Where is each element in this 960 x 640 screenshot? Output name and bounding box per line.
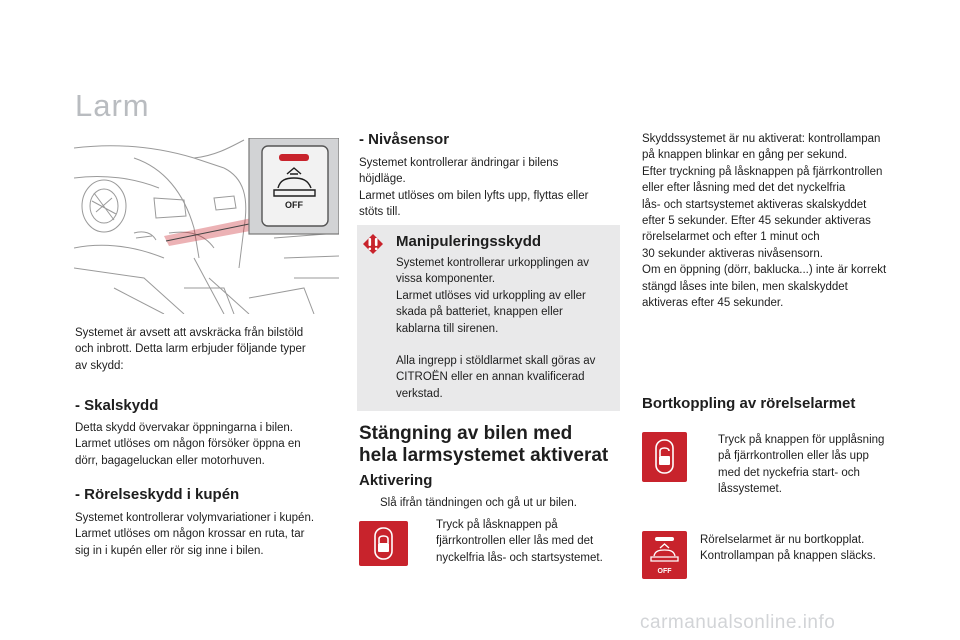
- bullet-item-1: [362, 495, 622, 511]
- off-label: OFF: [285, 200, 303, 210]
- aktivering-heading: Aktivering: [359, 472, 433, 489]
- lock-icon: [359, 521, 408, 566]
- manipulering-box: [357, 225, 620, 411]
- skalskydd-text: Detta skydd övervakar öppningarna i bilen. Larmet utlöses om någon försöker öppna en dörr, bagageluckan eller motorhuven.: [75, 422, 301, 467]
- bullet-item-3: [700, 432, 915, 498]
- bullet-text-3: Tryck på knappen för upplåsning på fjärrkontrollen eller lås upp med det nyckefria start- och låssystemet.: [718, 434, 885, 496]
- warning-icon: [362, 233, 384, 255]
- alarm-off-icon: [642, 531, 687, 579]
- rorelseskydd-heading: - Rörelseskydd i kupén: [75, 486, 240, 503]
- bortkoppling-result: Rörelselarmet är nu bortkopplat. Kontrollampan på knappen släcks.: [700, 534, 876, 563]
- rorelseskydd-text: Systemet kontrollerar volymvariationer i kupén. Larmet utlöses om någon krossar en ruta, tar sig in i kupén eller rör sig inne i bilen.: [75, 512, 315, 557]
- bullet-icon: [418, 517, 436, 566]
- manipulering-text-2: Alla ingrepp i stöldlarmet skall göras av CITROËN eller en annan kvalificerad verkstad.: [396, 355, 596, 400]
- skalskydd-heading: - Skalskydd: [75, 397, 159, 414]
- intro-text: Systemet är avsett att avskräcka från bilstöld och inbrott. Detta larm erbjuder följande typer av skydd:: [75, 327, 306, 372]
- off-button-tile: [642, 531, 687, 579]
- bortkoppling-heading: Bortkoppling av rörelselarmet: [642, 395, 856, 412]
- stangning-heading: Stängning av bilen med hela larmsystemet aktiverat: [359, 423, 609, 466]
- unlock-button-tile: [642, 432, 687, 482]
- nivasensor-text: Systemet kontrollerar ändringar i bilens höjdläge. Larmet utlöses om bilen lyfts upp, flyttas eller stöts till.: [359, 157, 589, 219]
- lock-button-tile: [359, 521, 408, 566]
- page-title: Larm: [75, 88, 150, 123]
- dashboard-illustration: [74, 138, 339, 314]
- nivasensor-heading: - Nivåsensor: [359, 131, 450, 148]
- manipulering-text-1: Systemet kontrollerar urkopplingen av vissa komponenter. Larmet utlöses vid urkoppling av eller skada på batteriet, knappen eller kablarna till sirenen.: [396, 257, 590, 335]
- bullet-icon: [362, 495, 380, 511]
- bullet-text-1: Slå ifrån tändningen och gå ut ur bilen.: [380, 497, 577, 509]
- bullet-icon: [700, 432, 718, 498]
- bullet-text-2: Tryck på låsknappen på fjärrkontrollen eller lås med det nyckelfria lås- och startsystemet.: [436, 519, 603, 564]
- activation-text: Skyddssystemet är nu aktiverat: kontrollampan på knappen blinkar en gång per sekund. Efter tryckning på låsknappen på fjärrkontrollen eller efter låsning med det det nyckelfria lås- och startsystemet aktiveras skalskyddet efter 5 sekunder. Efter 45 sekunder aktiveras rörelselarmet och efter 1 minut och 30 sekunder aktiveras nivåsensorn. Om en öppning (dörr, baklucka...) inte är korrekt stängd låses inte bilen, men skalskyddet aktiveras efter 45 sekunder.: [642, 133, 887, 310]
- footer-watermark: carmanualsonline.info: [640, 612, 836, 633]
- unlock-icon: [642, 432, 687, 482]
- off-button-label: OFF: [657, 568, 672, 575]
- manipulering-heading: Manipuleringsskydd: [396, 233, 542, 250]
- bullet-item-2: [418, 517, 623, 566]
